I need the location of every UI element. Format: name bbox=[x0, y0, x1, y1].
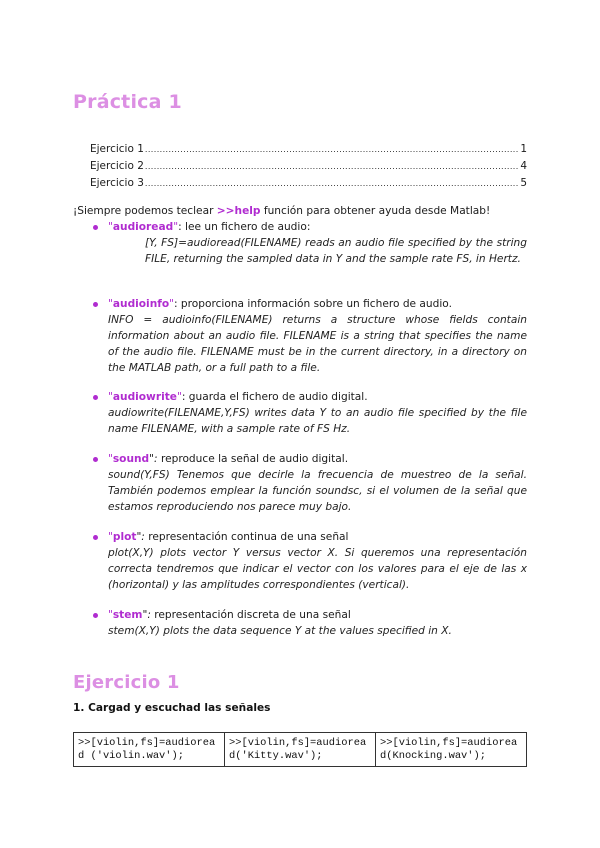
function-summary: : lee un fichero de audio: bbox=[178, 221, 311, 233]
toc-leader-dots bbox=[145, 141, 519, 158]
toc-entry[interactable] bbox=[90, 158, 527, 175]
function-heading: "sound": reproduce la señal de audio digital. bbox=[108, 453, 349, 465]
document-title: Práctica 1 bbox=[73, 91, 182, 113]
bullet-icon bbox=[93, 302, 98, 307]
function-heading: "audiowrite": guarda el fichero de audio digital. bbox=[108, 391, 368, 403]
toc-entry-page: 5 bbox=[520, 177, 527, 189]
toc-entry[interactable] bbox=[90, 175, 527, 192]
toc-entry-page: 4 bbox=[520, 160, 527, 172]
function-summary: representación continua de una señal bbox=[144, 531, 349, 543]
code-cell: >>[violin,fs]=audioread('Kitty.wav'); bbox=[225, 733, 376, 767]
function-heading: "audioinfo": proporciona información sobre un fichero de audio. bbox=[108, 298, 452, 310]
function-description: sound(Y,FS) Tenemos que decirle la frecuencia de muestreo de la señal. También podemos emplear la función soundsc, si el volumen de la señal que estamos reproduciendo nos parece muy bajo. bbox=[108, 469, 527, 513]
function-description: plot(X,Y) plots vector Y versus vector X. Si queremos una representación correcta tendremos que indicar el vector con los valores para el eje de las x (horizontal) y las amplitudes correspondientes (vertical). bbox=[108, 547, 527, 591]
function-name: audioinfo bbox=[112, 298, 170, 310]
function-name: sound bbox=[112, 453, 150, 465]
function-heading: "plot": representación continua de una señal bbox=[108, 531, 349, 543]
function-summary: : proporciona información sobre un fichero de audio. bbox=[174, 298, 452, 310]
table-row bbox=[74, 733, 527, 767]
intro-paragraph bbox=[73, 203, 490, 219]
bullet-icon bbox=[93, 225, 98, 230]
function-heading: "stem": representación discreta de una señal bbox=[108, 609, 351, 621]
exercise-subtitle: 1. Cargad y escuchad las señales bbox=[73, 702, 271, 714]
bullet-icon bbox=[93, 395, 98, 400]
function-summary: reproduce la señal de audio digital. bbox=[157, 453, 349, 465]
list-item-stem bbox=[108, 607, 527, 639]
bullet-icon bbox=[93, 457, 98, 462]
bullet-icon bbox=[93, 535, 98, 540]
toc-entry[interactable] bbox=[90, 141, 527, 158]
intro-text: función para obtener ayuda desde Matlab! bbox=[260, 205, 491, 217]
function-description: stem(X,Y) plots the data sequence Y at the values specified in X. bbox=[108, 625, 452, 637]
function-summary: representación discreta de una señal bbox=[150, 609, 351, 621]
toc-entry-label: Ejercicio 3 bbox=[90, 177, 144, 189]
function-name: plot bbox=[112, 531, 137, 543]
function-description: INFO = audioinfo(FILENAME) returns a structure whose fields contain information about an audio file. FILENAME is a string that specifies the name of the audio file. FILENAME must be in the current directory, in a directory on the MATLAB path, or a full path to a file. bbox=[108, 314, 527, 374]
function-name: audiowrite bbox=[112, 391, 177, 403]
table-of-contents bbox=[90, 141, 527, 192]
toc-leader-dots bbox=[145, 175, 519, 192]
help-keyword: >>help bbox=[216, 205, 261, 217]
function-name: stem bbox=[112, 609, 143, 621]
list-item-plot bbox=[108, 529, 527, 593]
function-name: audioread bbox=[112, 221, 174, 233]
toc-leader-dots bbox=[145, 158, 519, 175]
code-cell: >>[violin,fs]=audioread ('violin.wav'); bbox=[74, 733, 225, 767]
function-description: [Y, FS]=audioread(FILENAME) reads an audio file specified by the string FILE, returning the sampled data in Y and the sample rate FS, in Hertz. bbox=[145, 237, 527, 265]
function-heading: "audioread": lee un fichero de audio: bbox=[108, 221, 311, 233]
list-item-audioinfo bbox=[108, 296, 527, 376]
list-item-audiowrite bbox=[108, 389, 527, 437]
list-item-sound bbox=[108, 451, 527, 515]
code-cell: >>[violin,fs]=audioread(Knocking.wav'); bbox=[376, 733, 527, 767]
function-summary: : guarda el fichero de audio digital. bbox=[181, 391, 368, 403]
section-title: Ejercicio 1 bbox=[73, 672, 180, 693]
function-description: audiowrite(FILENAME,Y,FS) writes data Y to an audio file specified by the file name FILENAME, with a sample rate of FS Hz. bbox=[108, 407, 527, 435]
list-item-audioread bbox=[108, 219, 527, 267]
toc-entry-page: 1 bbox=[520, 143, 527, 155]
bullet-icon bbox=[93, 613, 98, 618]
toc-entry-label: Ejercicio 2 bbox=[90, 160, 144, 172]
code-table bbox=[73, 732, 527, 767]
intro-text: ¡Siempre podemos teclear bbox=[73, 205, 217, 217]
toc-entry-label: Ejercicio 1 bbox=[90, 143, 144, 155]
